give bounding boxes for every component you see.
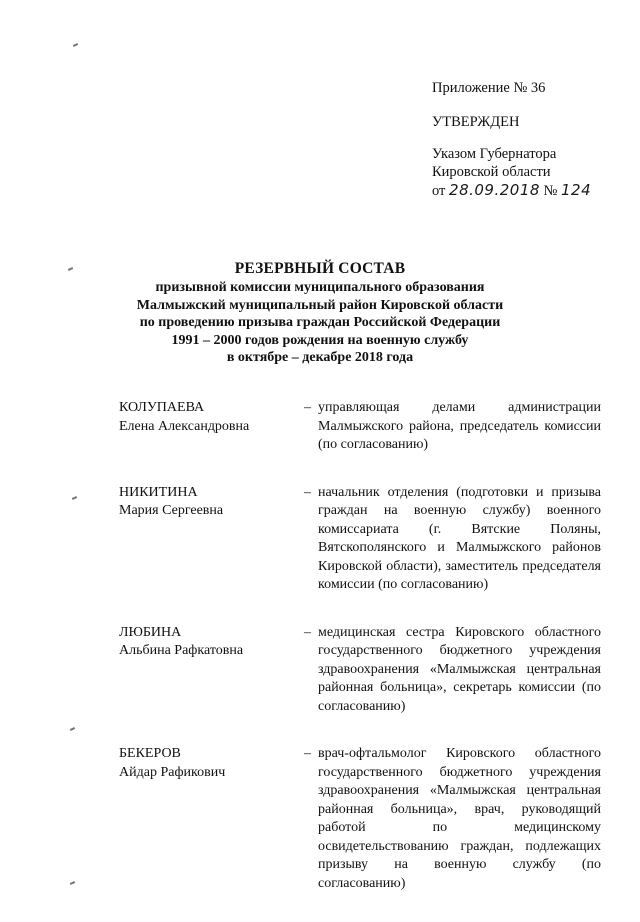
member-given-names: Айдар Рафикович xyxy=(119,764,226,780)
member-role: управляющая делами администрации Малмыжского района, председатель комиссии (по согласованию) xyxy=(318,400,601,452)
handwritten-number: 124 xyxy=(561,181,592,199)
member-surname: НИКИТИНА xyxy=(119,484,198,500)
member-surname: ЛЮБИНА xyxy=(119,624,182,640)
member-name xyxy=(119,624,304,717)
member-dash: – xyxy=(304,400,311,415)
decree-line-1: Указом Губернатора xyxy=(432,146,557,162)
scan-speck xyxy=(73,43,78,47)
member-given-names: Альбина Рафкатовна xyxy=(119,643,244,658)
title-line: Малмыжский муниципальный район Кировской области xyxy=(136,297,504,313)
member-dash: – xyxy=(304,484,311,500)
handwritten-date: 28.09.2018 xyxy=(449,181,540,199)
scan-speck xyxy=(70,881,75,885)
from-prefix: от xyxy=(432,183,446,199)
member-role: врач-офтальмолог Кировского областного государственного бюджетного учреждения здравоохранения «Малмыжская центральная районная больница», врач, руководящий работой по медицинскому освидетельствованию граждан, подлежащих призыву на военную службу (по согласованию) xyxy=(318,746,601,891)
member-name xyxy=(119,484,304,595)
approved-label: УТВЕРЖДЕН xyxy=(432,114,520,130)
title-line: в октябре – декабре 2018 года xyxy=(226,350,414,365)
appendix-label: Приложение № 36 xyxy=(432,80,546,96)
title-line: по проведению призыва граждан Российской Федерации xyxy=(139,315,501,330)
number-prefix: № xyxy=(543,183,558,199)
member-entry xyxy=(119,624,601,717)
member-role: начальник отделения (подготовки и призыва граждан на военную службу) военного комиссариата (г. Вятские Поляны, Вятскополянского и Малмыжского районов Кировской области), заместитель председателя комиссии (по согласованию) xyxy=(318,484,601,592)
title-main: РЕЗЕРВНЫЙ СОСТАВ xyxy=(234,260,406,277)
member-dash: – xyxy=(304,624,311,640)
scan-speck xyxy=(72,496,77,500)
scan-speck xyxy=(70,727,75,731)
document-title xyxy=(40,259,600,367)
member-list xyxy=(119,399,601,922)
approval-block xyxy=(432,79,591,200)
member-role: медицинская сестра Кировского областного государственного бюджетного учреждения здравоохранения «Малмыжская центральная районная больница», секретарь комиссии (по согласованию) xyxy=(318,624,601,714)
member-dash: – xyxy=(304,746,311,761)
member-surname: БЕКЕРОВ xyxy=(119,746,181,761)
title-line: 1991 – 2000 годов рождения на военную службу xyxy=(171,332,469,348)
member-entry xyxy=(119,399,601,455)
member-entry xyxy=(119,484,601,595)
decree-date-line xyxy=(432,181,591,200)
title-line: призывной комиссии муниципального образования xyxy=(155,280,485,295)
member-entry xyxy=(119,745,601,893)
decree-line-2: Кировской области xyxy=(432,164,551,180)
member-name xyxy=(119,745,304,893)
member-given-names: Мария Сергеевна xyxy=(119,503,224,518)
member-name xyxy=(119,399,304,455)
member-surname: КОЛУПАЕВА xyxy=(119,400,205,415)
member-given-names: Елена Александровна xyxy=(119,418,250,434)
